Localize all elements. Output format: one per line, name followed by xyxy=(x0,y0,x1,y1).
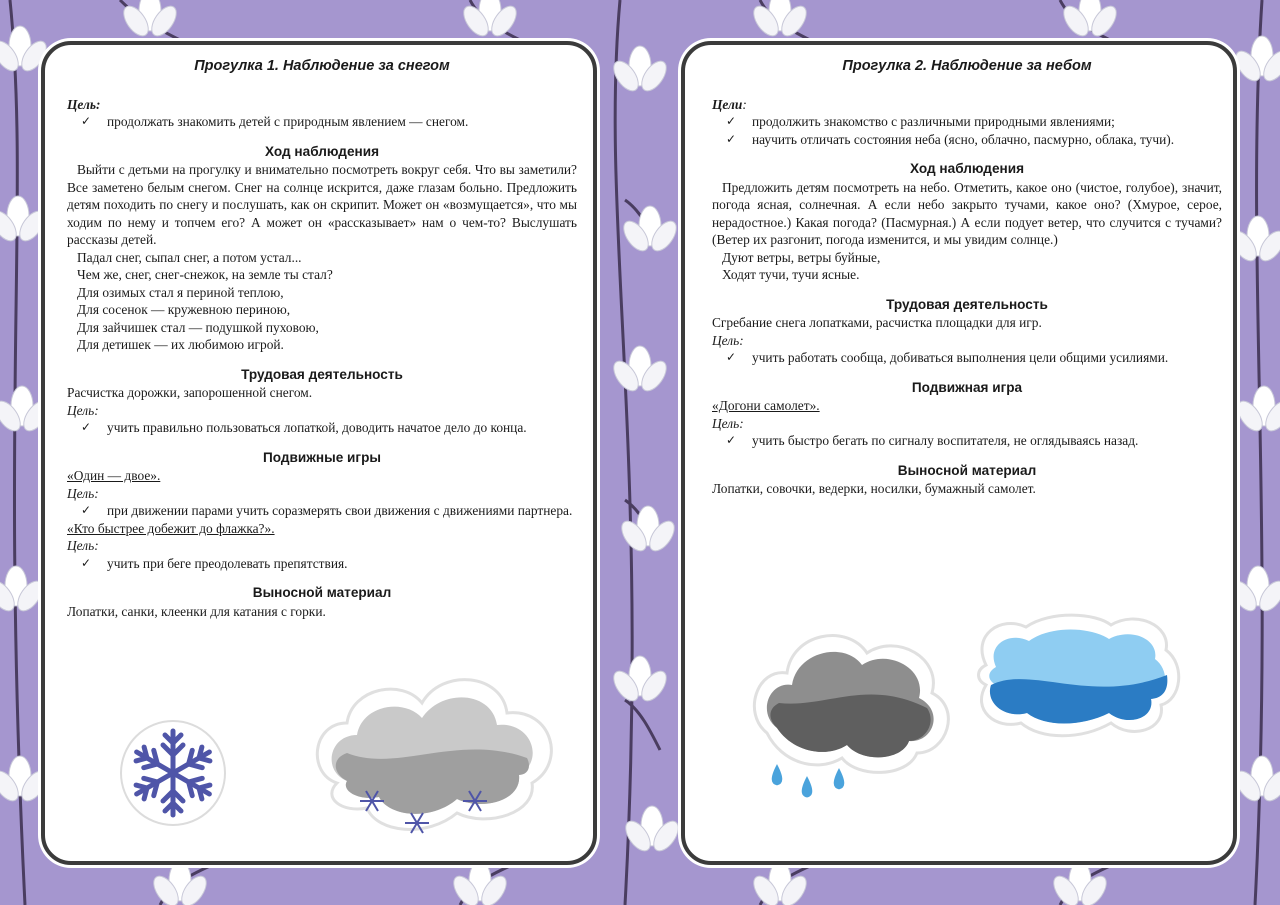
goal-label: Цель: xyxy=(67,538,99,553)
blue-cloud-icon xyxy=(971,605,1183,745)
check-icon: ✓ xyxy=(81,555,92,570)
goal-item: ✓ учить при беге преодолевать препятствия. xyxy=(81,555,348,571)
observation-text: Выйти с детьми на прогулку и внимательно посмотреть вокруг себя. Что вы заметили? Все заметено белым снегом. Снег на солнце искрится, даже глазам больно. Предложить детям походить по снегу и послушать, как он скрипит. Может он «возмущается», что мы ходим по нему и топчем его? А может он «рассказывает» нам о чем-то? Выслушать рассказы детей. xyxy=(67,162,577,247)
goal-label: Цели: xyxy=(712,96,747,112)
goal-item: ✓ учить быстро бегать по сигналу воспитателя, не оглядываясь назад. xyxy=(726,433,1139,448)
goal-item: ✓ продолжить знакомство с различными природными явлениями; xyxy=(726,114,1115,129)
labor-text: Сгребание снега лопатками, расчистка площадки для игр. xyxy=(712,315,1042,330)
goal-item: ✓ учить правильно пользоваться лопаткой, доводить начатое дело до конца. xyxy=(81,420,527,435)
poem xyxy=(712,249,1222,284)
check-icon: ✓ xyxy=(726,131,737,146)
poem-line: Чем же, снег, снег-снежок, на земле ты стал? xyxy=(77,267,333,282)
snowflake-icon xyxy=(113,713,233,833)
goal-item: ✓ при движении парами учить соразмерять свои движения с движениями партнера. xyxy=(81,503,573,518)
goal-label: Цель: xyxy=(67,485,99,501)
poem-line: Для детишек — их любимою игрой. xyxy=(77,337,284,352)
material-text: Лопатки, санки, клеенки для катания с горки. xyxy=(67,603,326,619)
section-heading: Подвижная игра xyxy=(911,379,1023,395)
game-name: «Догони самолет». xyxy=(712,398,820,413)
section-heading: Трудовая деятельность xyxy=(241,366,403,382)
section-heading: Выносной материал xyxy=(252,585,392,600)
check-icon: ✓ xyxy=(726,114,737,128)
poem-line: Дуют ветры, ветры буйные, xyxy=(722,249,881,265)
goal-label: Цель: xyxy=(712,415,744,431)
material-text: Лопатки, совочки, ведерки, носилки, бумажный самолет. xyxy=(712,481,1036,496)
goal-label: Цель: xyxy=(67,96,101,112)
goal-label: Цель: xyxy=(712,332,744,348)
check-icon: ✓ xyxy=(81,114,92,128)
page-title: Прогулка 2. Наблюдение за небом xyxy=(842,58,1092,74)
goal-item: ✓ учить работать сообща, добиваться выполнения цели общими усилиями. xyxy=(726,350,1169,365)
labor-text: Расчистка дорожки, запорошенной снегом. xyxy=(67,385,313,400)
section-heading: Ход наблюдения xyxy=(910,161,1024,176)
game-name: «Один — двое». xyxy=(67,468,161,483)
poem-line: Для сосенок — кружевною периною, xyxy=(77,302,291,317)
card-walk-1 xyxy=(41,41,597,865)
page-title: Прогулка 1. Наблюдение за снегом xyxy=(194,58,450,74)
poem-line: Ходят тучи, тучи ясные. xyxy=(722,267,860,282)
card-walk-2 xyxy=(681,41,1237,865)
section-heading: Выносной материал xyxy=(897,462,1037,478)
poem xyxy=(67,249,577,354)
check-icon: ✓ xyxy=(726,350,737,364)
check-icon: ✓ xyxy=(81,503,92,517)
poem-line: Для зайчишек стал — подушкой пуховою, xyxy=(77,319,319,335)
rain-cloud-icon xyxy=(747,613,957,813)
game-name: «Кто быстрее добежит до флажка?». xyxy=(67,520,275,536)
snow-cloud-icon xyxy=(307,663,567,853)
section-heading: Ход наблюдения xyxy=(265,143,379,159)
check-icon: ✓ xyxy=(81,420,92,434)
check-icon: ✓ xyxy=(726,433,737,447)
section-heading: Подвижные игры xyxy=(263,449,381,465)
poem-line: Для озимых стал я периной теплою, xyxy=(77,284,284,300)
poem-line: Падал снег, сыпал снег, а потом устал... xyxy=(77,249,302,265)
section-heading: Трудовая деятельность xyxy=(886,296,1048,312)
goal-label: Цель: xyxy=(67,402,99,418)
goal-item: ✓ продолжать знакомить детей с природным явлением — снегом. xyxy=(81,114,469,129)
observation-text: Предложить детям посмотреть на небо. Отметить, какое оно (чистое, голубое), значит, погода ясная, солнечная. А если небо закрыто тучами, какое оно? (Хмурое, серое, нерадостное.) Какая погода? (Пасмурная.) А если подует ветер, что случится с тучами? (Ветер их разгонит, погода изменится, и мы увидим солнце.) xyxy=(712,179,1222,247)
goal-item: ✓ научить отличать состояния неба (ясно, облачно, пасмурно, облака, тучи). xyxy=(726,131,1175,147)
